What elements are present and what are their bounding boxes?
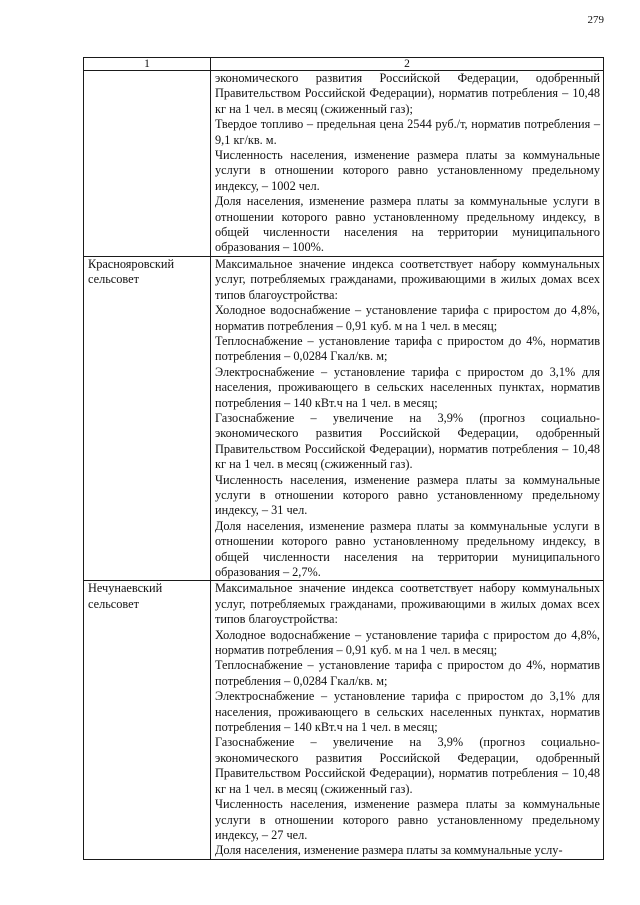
municipality-cell: [84, 71, 211, 257]
municipality-name: Краснояровский сельсовет: [88, 256, 175, 287]
description-paragraph: Доля населения, изменение размера платы за коммунальные услуги в отношении которого равно установленному предельному индексу, в общей численности населения на территории муниципального образования – 100%.: [215, 194, 600, 255]
description-paragraph: Численность населения, изменение размера платы за коммунальные услуги в отношении которого равно установленному предельному индексу, – 1002 чел.: [215, 148, 600, 193]
municipality-cell: [84, 256, 211, 581]
description-cell: [211, 71, 604, 257]
table-row: [84, 581, 604, 859]
description-paragraph: Газоснабжение – увеличение на 3,9% (прогноз социально-экономического развития Российской Федерации, одобренный Правительством Российской Федерации), норматив потребления – 10,48 кг на 1 чел. в месяц (сжиженный газ).: [215, 410, 600, 472]
description-paragraph: Теплоснабжение – установление тарифа с приростом до 4%, норматив потребления – 0,0284 Гкал/кв. м;: [215, 333, 600, 364]
description-paragraph: Доля населения, изменение размера платы за коммунальные услу-: [215, 843, 563, 858]
description-paragraph: Холодное водоснабжение – установление тарифа с приростом до 4,8%, норматив потребления – 0,91 куб. м на 1 чел. в месяц;: [215, 627, 600, 658]
description-paragraph: экономического развития Российской Федерации, одобренный Правительством Российской Федерации), норматив потребления – 10,48 кг на 1 чел. в месяц (сжиженный газ);: [215, 71, 600, 116]
description-paragraph: Холодное водоснабжение – установление тарифа с приростом до 4,8%, норматив потребления – 0,91 куб. м на 1 чел. в месяц;: [215, 303, 600, 333]
description-paragraph: Максимальное значение индекса соответствует набору коммунальных услуг, потребляемых гражданами, проживающими в жилых домах всех типов благоустройства:: [215, 256, 600, 302]
description-paragraph: Электроснабжение – установление тарифа с приростом до 3,1% для населения, проживающего в сельских населенных пунктах, норматив потребления – 140 кВт.ч на 1 чел. в месяц;: [215, 689, 600, 735]
description-paragraph: Электроснабжение – установление тарифа с приростом до 3,1% для населения, проживающего в сельских населенных пунктах, норматив потребления – 140 кВт.ч на 1 чел. в месяц;: [215, 364, 600, 410]
description-paragraph: Численность населения, изменение размера платы за коммунальные услуги в отношении которого равно установленному предельному индексу, – 31 чел.: [215, 472, 600, 518]
table-row: [84, 256, 604, 581]
description-paragraph: Газоснабжение – увеличение на 3,9% (прогноз социально-экономического развития Российской Федерации, одобренный Правительством Российской Федерации), норматив потребления – 10,48 кг на 1 чел. в месяц (сжиженный газ).: [215, 735, 600, 796]
description-paragraph: Твердое топливо – предельная цена 2544 руб./т, норматив потребления – 9,1 кг/кв. м.: [215, 117, 600, 147]
page-number: 279: [587, 14, 604, 26]
municipality-cell: [84, 581, 211, 859]
description-cell: [211, 256, 604, 581]
document-table: [83, 57, 604, 860]
table-row: [84, 71, 604, 257]
description-paragraph: Теплоснабжение – установление тарифа с приростом до 4%, норматив потребления – 0,0284 Гкал/кв. м;: [215, 658, 600, 688]
description-paragraph: Численность населения, изменение размера платы за коммунальные услуги в отношении которого равно установленному предельному индексу, – 27 чел.: [215, 797, 600, 842]
table-header-row: [84, 58, 604, 71]
description-paragraph: Доля населения, изменение размера платы за коммунальные услуги в отношении которого равно установленному предельному индексу, в общей численности населения на территории муниципального образования – 2,7%.: [215, 518, 600, 579]
column-header-1: 1: [84, 58, 211, 71]
description-paragraph: Максимальное значение индекса соответствует набору коммунальных услуг, потребляемых гражданами, проживающими в жилых домах всех типов благоустройства:: [215, 581, 600, 627]
municipality-name: Нечунаевский сельсовет: [88, 581, 163, 611]
description-cell: [211, 581, 604, 859]
column-header-2: 2: [211, 58, 604, 71]
